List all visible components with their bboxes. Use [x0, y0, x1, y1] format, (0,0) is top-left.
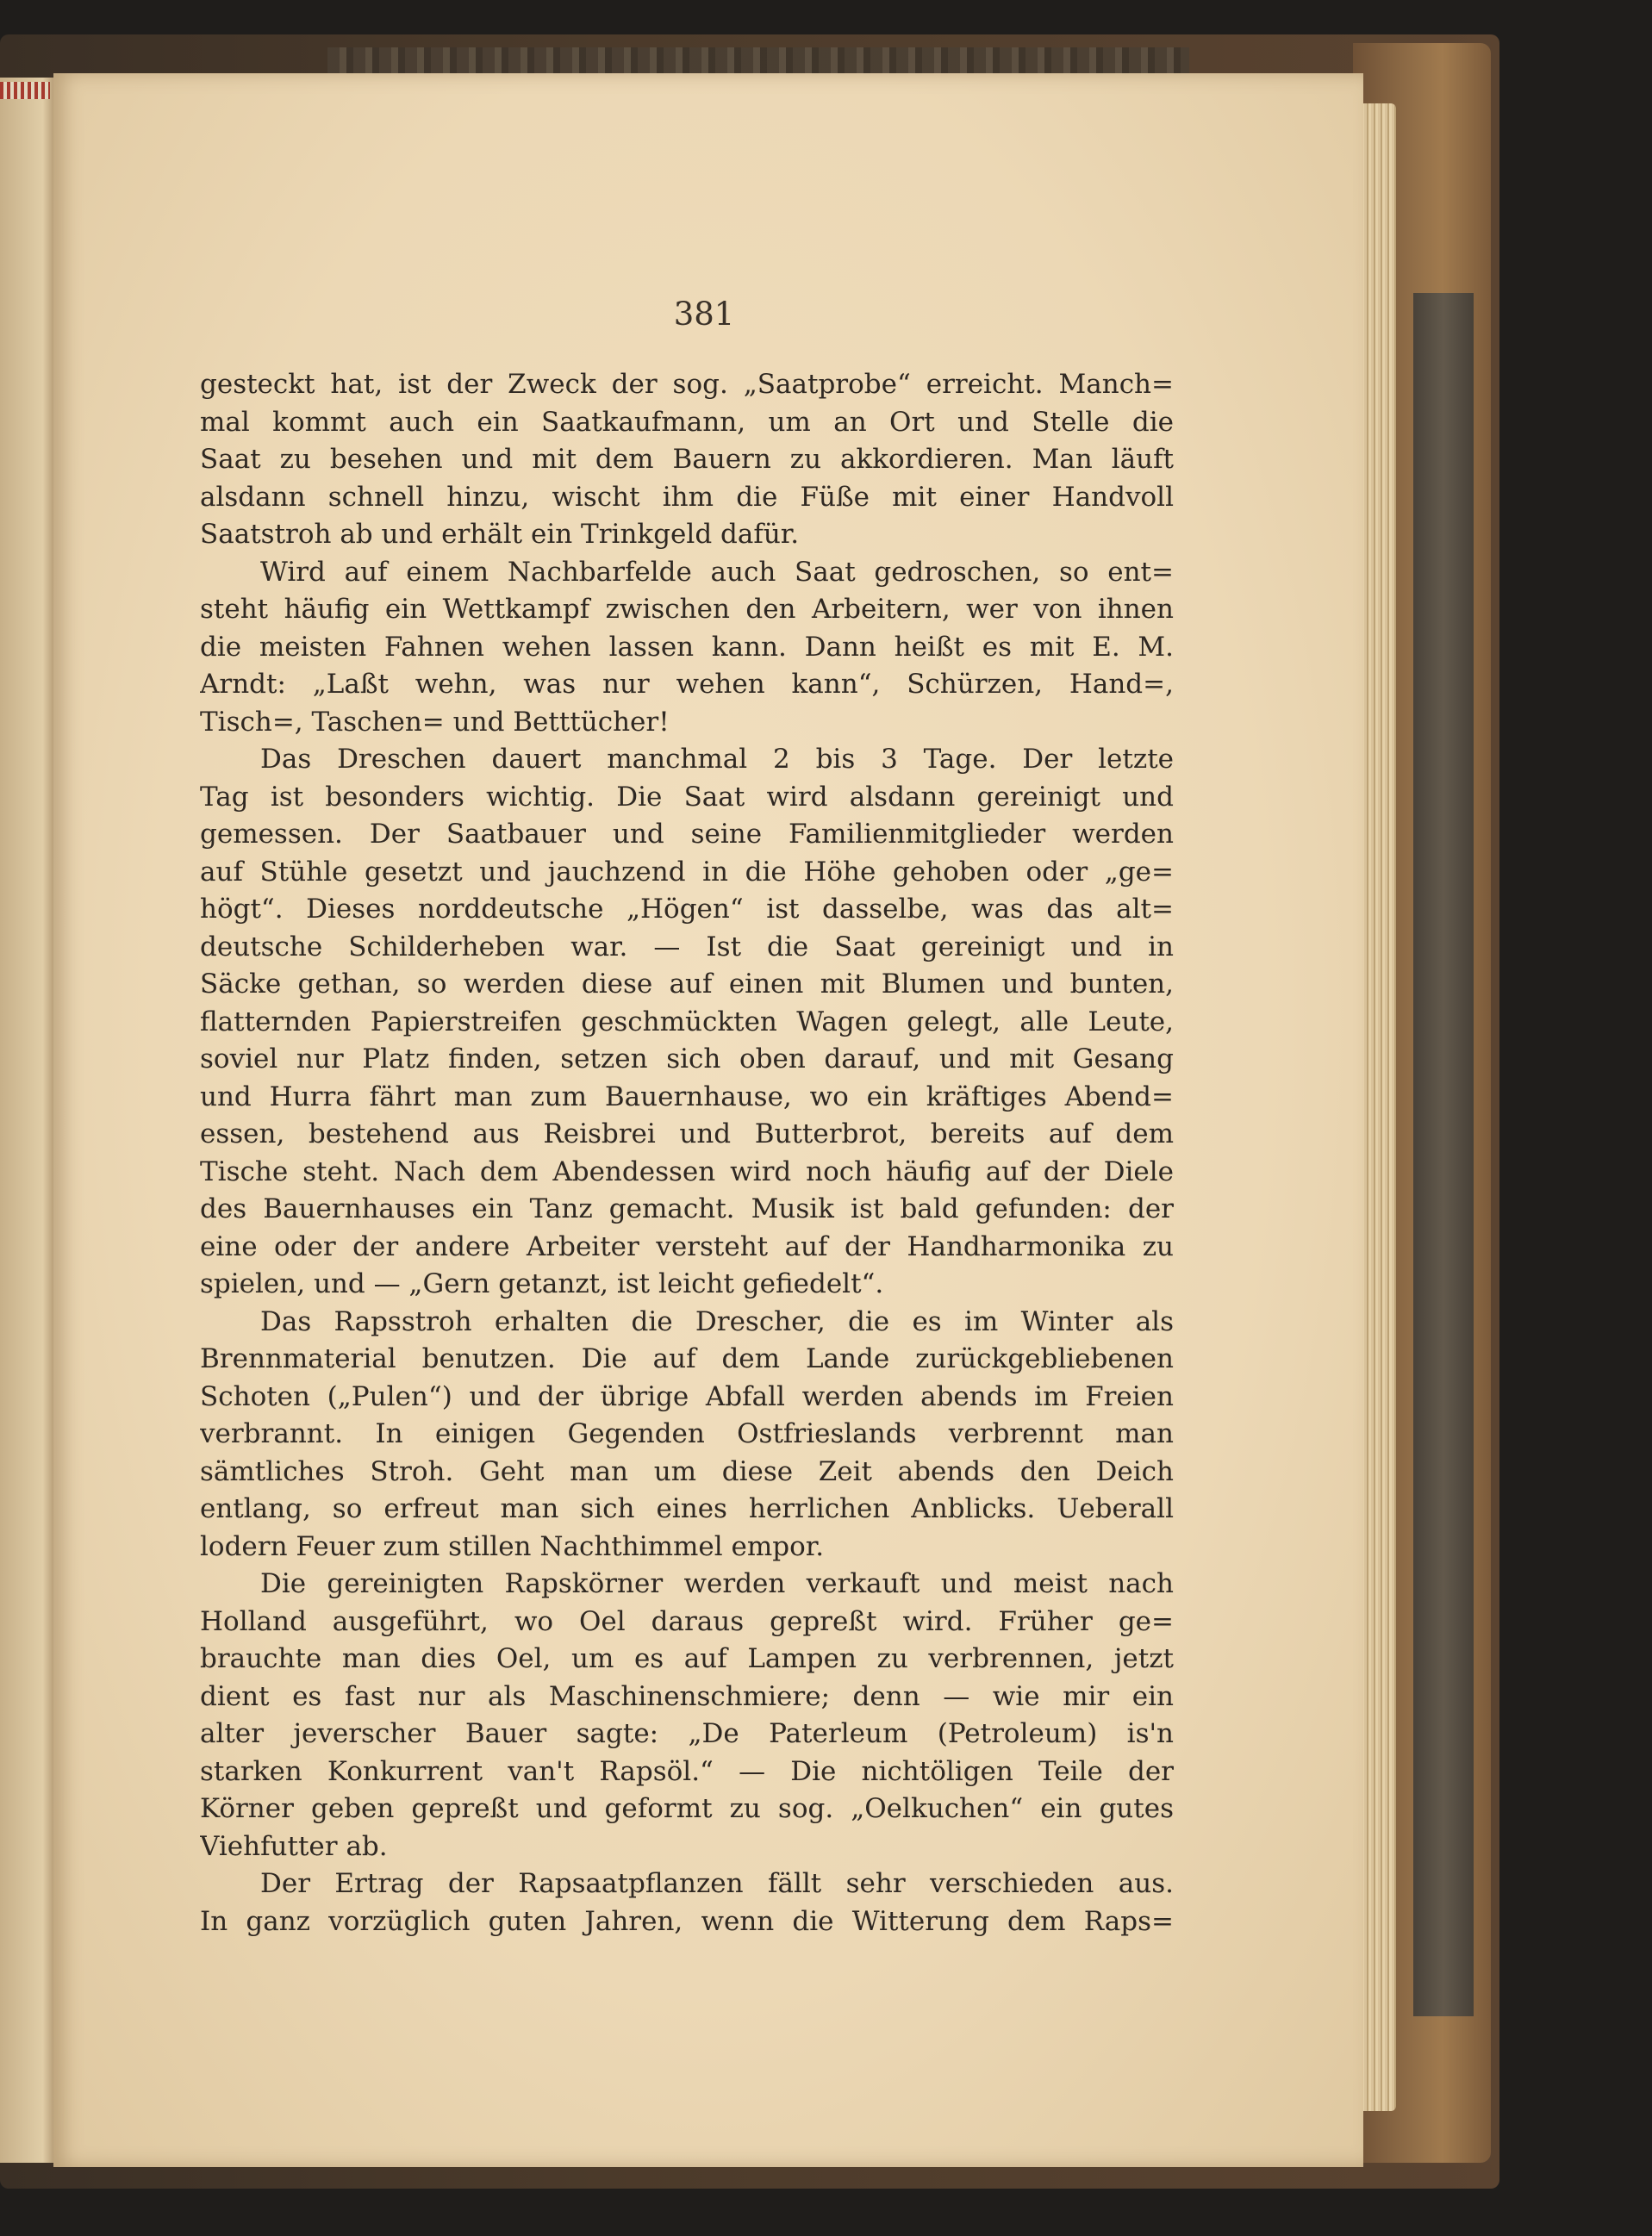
text-line: Arndt: „Laßt wehn, was nur wehen kann“, Schürzen, Hand=, [200, 669, 1174, 700]
text-line: Saat zu besehen und mit dem Bauern zu akkordieren. Man läuft [200, 444, 1174, 475]
text-line: deutsche Schilderheben war. — Ist die Saat gereinigt und in [200, 931, 1174, 962]
text-line: Viehfutter ab. [200, 1830, 388, 1862]
text-line: brauchte man dies Oel, um es auf Lampen zu verbrennen, jetzt [200, 1643, 1174, 1674]
page-number: 381 [673, 296, 735, 333]
text-line: alter jeverscher Bauer sagte: „De Paterleum (Petroleum) is'n [200, 1718, 1174, 1749]
text-line: Das Dreschen dauert manchmal 2 bis 3 Tage. Der letzte [260, 744, 1174, 775]
text-line: Holland ausgeführt, wo Oel daraus gepreßt wird. Früher ge= [200, 1605, 1174, 1637]
text-line: eine oder der andere Arbeiter versteht auf der Handharmonika zu [200, 1230, 1174, 1262]
text-line: sämtliches Stroh. Geht man um diese Zeit abends den Deich [200, 1455, 1174, 1487]
text-line: högt“. Dieses norddeutsche „Högen“ ist dasselbe, was das alt= [200, 894, 1174, 925]
headband [0, 82, 50, 99]
text-line: Das Rapsstroh erhalten die Drescher, die es im Winter als [260, 1305, 1174, 1337]
text-line: alsdann schnell hinzu, wischt ihm die Füße mit einer Handvoll [200, 481, 1174, 513]
text-line: verbrannt. In einigen Gegenden Ostfrieslands verbrennt man [200, 1418, 1174, 1449]
text-line: lodern Feuer zum stillen Nachthimmel empor. [200, 1530, 825, 1562]
text-line: gesteckt hat, ist der Zweck der sog. „Saatprobe“ erreicht. Manch= [200, 369, 1174, 400]
text-line: In ganz vorzüglich guten Jahren, wenn die Witterung dem Raps= [200, 1905, 1174, 1937]
text-line: dient es fast nur als Maschinenschmiere; denn — wie mir ein [200, 1680, 1174, 1712]
text-line: Saatstroh ab und erhält ein Trinkgeld dafür. [200, 519, 800, 550]
text-line: essen, bestehend aus Reisbrei und Butterbrot, bereits auf dem [200, 1118, 1174, 1149]
text-line: starken Konkurrent van't Rapsöl.“ — Die nichtöligen Teile der [200, 1755, 1174, 1787]
cover-cloth-strip [1413, 293, 1474, 2016]
text-line: Der Ertrag der Rapsaatpflanzen fällt sehr verschieden aus. [260, 1868, 1174, 1899]
text-line: Schoten („Pulen“) und der übrige Abfall werden abends im Freien [200, 1380, 1174, 1412]
text-line: Die gereinigten Rapskörner werden verkauft und meist nach [260, 1568, 1174, 1599]
text-line: Säcke gethan, so werden diese auf einen mit Blumen und bunten, [200, 969, 1174, 1000]
text-line: Brennmaterial benutzen. Die auf dem Lande zurückgebliebenen [200, 1343, 1174, 1374]
text-line: gemessen. Der Saatbauer und seine Familienmitglieder werden [200, 819, 1174, 850]
text-line: und Hurra fährt man zum Bauernhause, wo ein kräftiges Abend= [200, 1081, 1174, 1112]
book-page [53, 73, 1363, 2167]
text-line: Wird auf einem Nachbarfelde auch Saat gedroschen, so ent= [260, 556, 1174, 588]
text-line: auf Stühle gesetzt und jauchzend in die Höhe gehoben oder „ge= [200, 856, 1174, 888]
text-line: des Bauernhauses ein Tanz gemacht. Musik ist bald gefunden: der [200, 1193, 1174, 1224]
text-line: soviel nur Platz finden, setzen sich oben darauf, und mit Gesang [200, 1043, 1174, 1074]
text-line: steht häufig ein Wettkampf zwischen den Arbeitern, wer von ihnen [200, 594, 1174, 625]
text-line: Tisch=, Taschen= und Betttücher! [200, 706, 670, 738]
text-line: entlang, so erfreut man sich eines herrlichen Anblicks. Ueberall [200, 1493, 1174, 1524]
text-line: die meisten Fahnen wehen lassen kann. Dann heißt es mit E. M. [200, 631, 1174, 663]
text-line: spielen, und — „Gern getanzt, ist leicht gefiedelt“. [200, 1268, 884, 1299]
text-line: flatternden Papierstreifen geschmückten Wagen gelegt, alle Leute, [200, 1006, 1174, 1037]
text-line: mal kommt auch ein Saatkaufmann, um an Ort und Stelle die [200, 406, 1174, 438]
text-line: Tische steht. Nach dem Abendessen wird noch häufig auf der Diele [200, 1155, 1174, 1187]
left-page-edge [0, 78, 53, 2163]
text-line: Tag ist besonders wichtig. Die Saat wird alsdann gereinigt und [200, 781, 1174, 813]
page-text [200, 366, 1174, 1940]
text-line: Körner geben gepreßt und geformt zu sog. „Oelkuchen“ ein gutes [200, 1793, 1174, 1824]
